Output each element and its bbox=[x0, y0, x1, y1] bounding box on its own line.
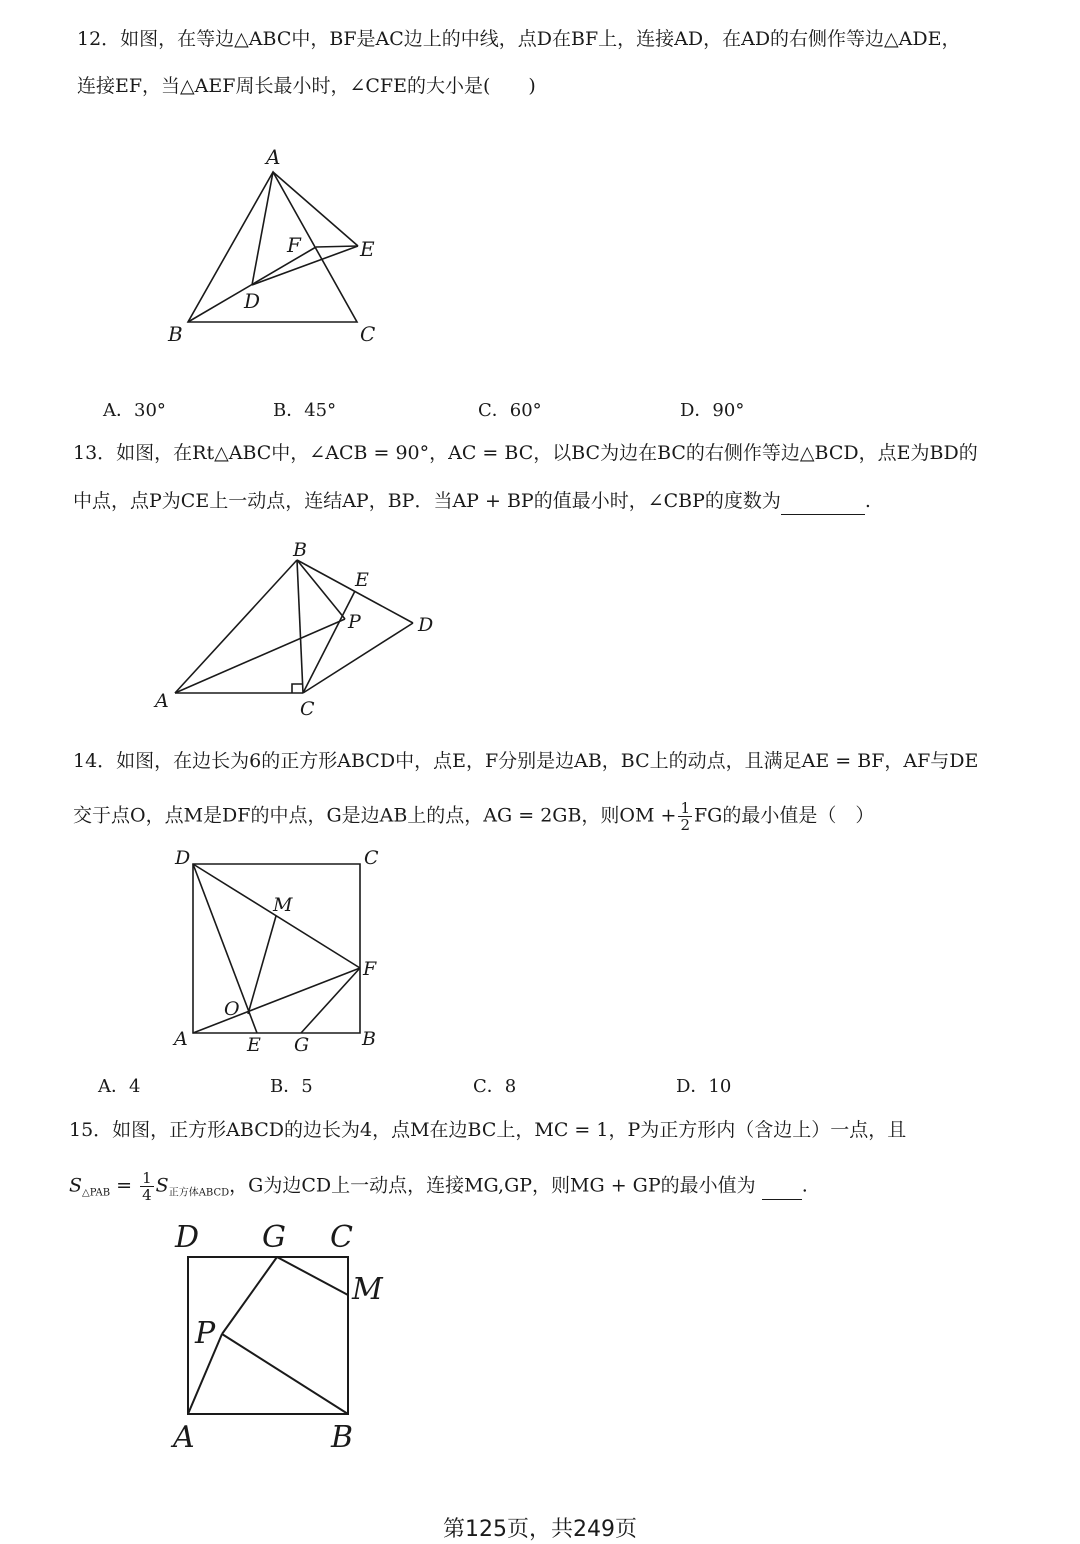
segment-de bbox=[252, 246, 358, 285]
q13-figure bbox=[150, 540, 450, 720]
segment-cd bbox=[303, 623, 413, 693]
label-m: M bbox=[273, 894, 293, 916]
label-a: A bbox=[174, 1028, 188, 1050]
q14-figure bbox=[160, 845, 400, 1060]
q13-text-line2 bbox=[73, 488, 871, 515]
label-g: G bbox=[294, 1034, 310, 1056]
q14-option-c: C．8 bbox=[473, 1076, 517, 1097]
area-subscript-right: 正方体ABCD bbox=[168, 1187, 230, 1199]
square-abcd bbox=[193, 864, 360, 1033]
label-d: D bbox=[175, 847, 191, 869]
label-b: B bbox=[362, 1028, 376, 1050]
label-m: M bbox=[352, 1272, 383, 1307]
segment-om bbox=[248, 916, 276, 1014]
segment-bc bbox=[297, 560, 303, 693]
q15-text-line2 bbox=[69, 1170, 808, 1207]
fraction-denominator: 2 bbox=[680, 816, 690, 834]
label-e: E bbox=[355, 569, 369, 591]
label-e: E bbox=[247, 1034, 261, 1056]
fraction-numerator: 1 bbox=[142, 1169, 152, 1187]
right-angle-mark bbox=[292, 684, 302, 693]
q12-option-c: C．60° bbox=[478, 400, 542, 421]
segment-gf bbox=[301, 968, 360, 1033]
label-d: D bbox=[418, 614, 434, 636]
segment-pb bbox=[222, 1334, 348, 1414]
label-d: D bbox=[244, 289, 261, 313]
q14-text-line2 bbox=[73, 800, 874, 833]
area-subscript-left: △PAB bbox=[82, 1187, 111, 1199]
segment-af bbox=[193, 968, 360, 1033]
segment-ae bbox=[273, 172, 358, 246]
q14-option-b: B．5 bbox=[270, 1076, 313, 1097]
q15-text-line1: 15．如图，正方形ABCD的边长为4，点M在边BC上，MC = 1，P为正方形内（含边上）一点，且 bbox=[69, 1119, 907, 1141]
label-p: P bbox=[348, 611, 361, 633]
fraction-one-quarter bbox=[140, 1170, 154, 1203]
label-f: F bbox=[363, 958, 377, 980]
label-c: C bbox=[360, 322, 376, 346]
q12-text-line2: 连接EF，当△AEF周长最小时，∠CFE的大小是( ) bbox=[77, 75, 536, 97]
segment-gp bbox=[222, 1257, 277, 1334]
segment-gm bbox=[277, 1257, 348, 1295]
q13-text-line2-end: . bbox=[864, 490, 871, 512]
label-c: C bbox=[330, 1220, 353, 1255]
label-d: D bbox=[175, 1220, 200, 1255]
q15-text-line2-post: ，G为边CD上一动点，连接MG,GP，则MG + GP的最小值为 bbox=[229, 1174, 756, 1197]
equals-sign: = bbox=[116, 1174, 133, 1197]
fraction-denominator: 4 bbox=[142, 1186, 152, 1204]
q12-option-b: B．45° bbox=[273, 400, 337, 421]
q14-text-line1: 14．如图，在边长为6的正方形ABCD中，点E，F分别是边AB，BC上的动点，且满足AE = BF，AF与DE bbox=[73, 750, 979, 772]
label-a: A bbox=[173, 1420, 195, 1455]
q15-figure bbox=[165, 1215, 405, 1460]
answer-blank bbox=[762, 1173, 802, 1200]
fraction-one-half bbox=[678, 800, 692, 833]
label-a: A bbox=[266, 145, 281, 169]
q13-text-line1: 13．如图，在Rt△ABC中，∠ACB = 90°，AC = BC，以BC为边在BC的右侧作等边△BCD，点E为BD的 bbox=[73, 442, 978, 464]
label-c: C bbox=[364, 847, 379, 869]
fraction-numerator: 1 bbox=[680, 799, 690, 817]
label-o: O bbox=[224, 998, 240, 1020]
label-p: P bbox=[195, 1316, 216, 1351]
label-e: E bbox=[360, 237, 375, 261]
q14-option-d: D．10 bbox=[676, 1076, 732, 1097]
segment-ab bbox=[175, 560, 297, 693]
segment-fe bbox=[316, 246, 358, 247]
q12-option-d: D．90° bbox=[680, 400, 745, 421]
label-b: B bbox=[293, 539, 307, 561]
answer-blank bbox=[781, 488, 865, 515]
label-f: F bbox=[287, 233, 301, 257]
label-a: A bbox=[155, 690, 169, 712]
area-symbol-right: S bbox=[155, 1174, 169, 1197]
label-g: G bbox=[262, 1220, 286, 1255]
q13-text-line2-main: 中点，点P为CE上一动点，连结AP，BP．当AP + BP的值最小时，∠CBP的度数为 bbox=[73, 490, 781, 512]
label-b: B bbox=[331, 1420, 354, 1455]
q15-text-line2-end: . bbox=[801, 1174, 808, 1197]
q14-option-a: A．4 bbox=[98, 1076, 141, 1097]
label-c: C bbox=[300, 698, 315, 720]
segment-ce bbox=[303, 591, 355, 693]
q12-option-a: A．30° bbox=[103, 400, 166, 421]
q12-figure bbox=[160, 140, 400, 350]
segment-bp bbox=[297, 560, 345, 619]
page-footer: 第125页，共249页 bbox=[443, 1517, 637, 1542]
q14-text-line2-pre: 交于点O，点M是DF的中点，G是边AB上的点，AG = 2GB，则OM + bbox=[73, 804, 677, 827]
label-b: B bbox=[168, 322, 183, 346]
q12-text-line1: 12．如图，在等边△ABC中，BF是AC边上的中线，点D在BF上，连接AD，在AD的右侧作等边△ADE， bbox=[77, 28, 961, 50]
q14-text-line2-post: FG的最小值是（ ） bbox=[693, 804, 875, 827]
area-symbol-left: S bbox=[69, 1174, 83, 1197]
segment-df bbox=[193, 864, 360, 968]
